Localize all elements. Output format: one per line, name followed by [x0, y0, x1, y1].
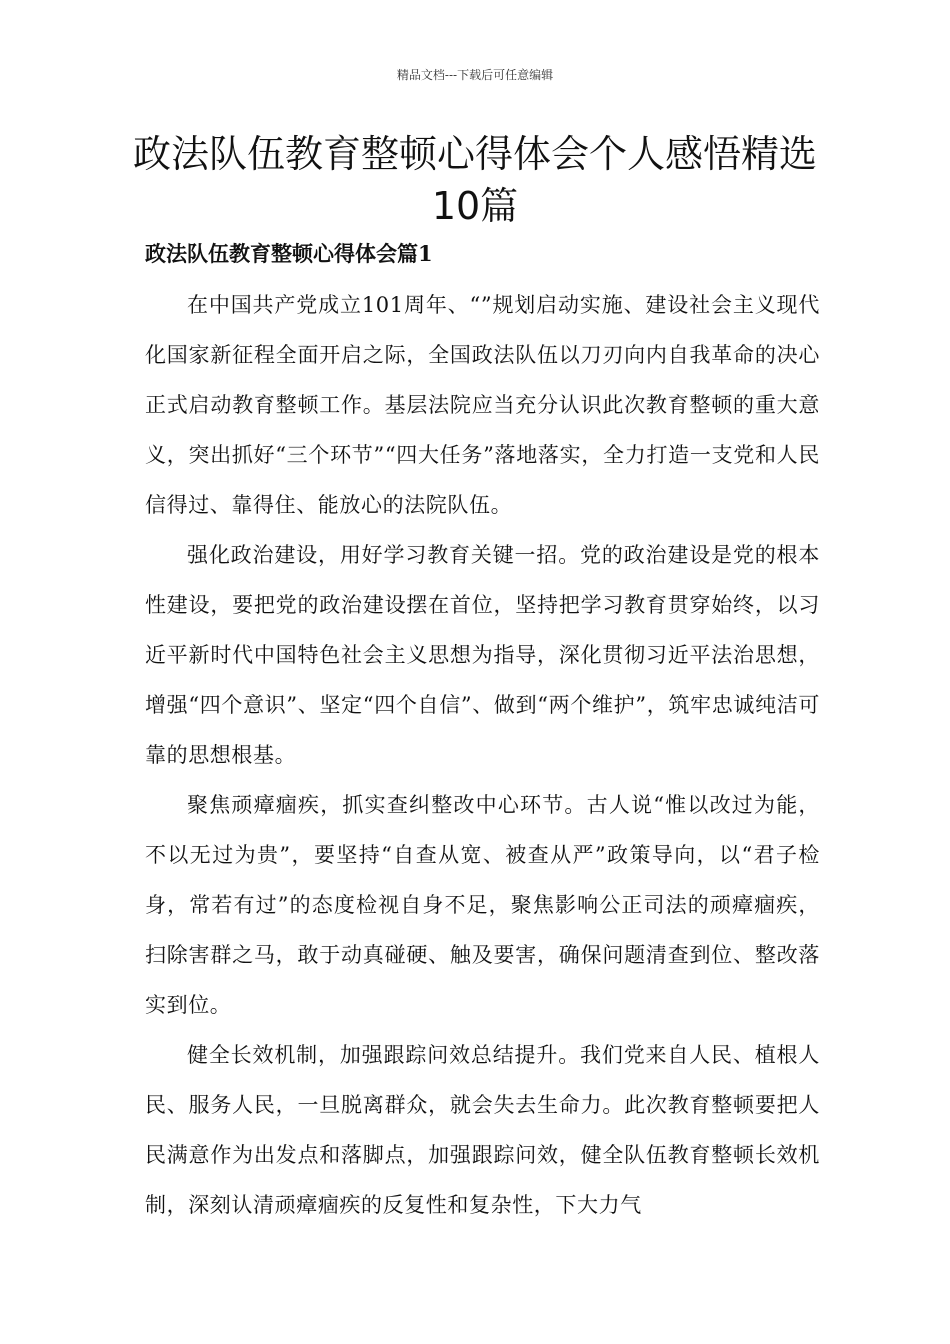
paragraph: 健全长效机制，加强跟踪问效总结提升。我们党来自人民、植根人民、服务人民，一旦脱离群众，就会失去生命力。此次教育整顿要把人民满意作为出发点和落脚点，加强跟踪问效，健全队伍教育整顿长效机制，深刻认清顽瘴痼疾的反复性和复杂性，下大力气 — [145, 1043, 820, 1217]
document-title: 政法队伍教育整顿心得体会个人感悟精选10篇 — [132, 132, 817, 228]
section-heading: 政法队伍教育整顿心得体会篇1 — [145, 241, 433, 266]
paragraph: 在中国共产党成立101周年、“”规划启动实施、建设社会主义现代化国家新征程全面开启之际，全国政法队伍以刀刃向内自我革命的决心正式启动教育整顿工作。基层法院应当充分认识此次教育整顿的重大意义，突出抓好“三个环节”“四大任务”落地落实，全力打造一支党和人民信得过、靠得住、能放心的法院队伍。 — [145, 293, 820, 517]
paragraph: 强化政治建设，用好学习教育关键一招。党的政治建设是党的根本性建设，要把党的政治建设摆在首位，坚持把学习教育贯穿始终，以习近平新时代中国特色社会主义思想为指导，深化贯彻习近平法治思想，增强“四个意识”、坚定“四个自信”、做到“两个维护”，筑牢忠诚纯洁可靠的思想根基。 — [145, 543, 820, 767]
document-body — [145, 280, 820, 1230]
page-header-note: 精品文档---下载后可任意编辑 — [396, 68, 554, 82]
paragraph: 聚焦顽瘴痼疾，抓实查纠整改中心环节。古人说“惟以改过为能，不以无过为贵”，要坚持“自查从宽、被查从严”政策导向，以“君子检身，常若有过”的态度检视自身不足，聚焦影响公正司法的顽瘴痼疾，扫除害群之马，敢于动真碰硬、触及要害，确保问题清查到位、整改落实到位。 — [145, 793, 820, 1017]
